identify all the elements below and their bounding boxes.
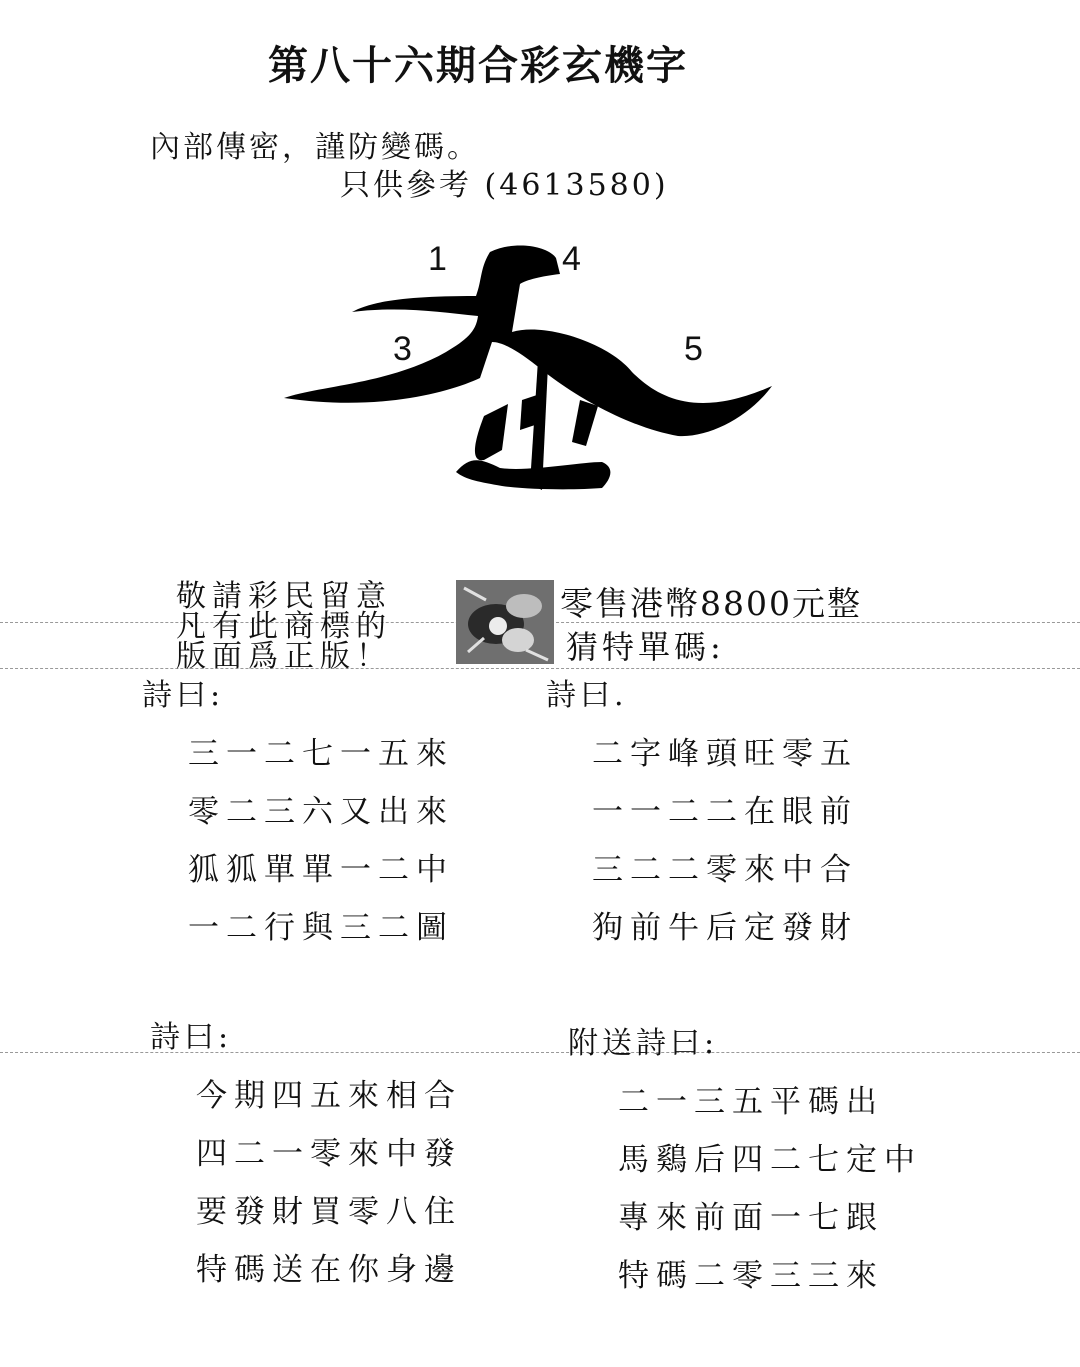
poem-line: 二一三五平碼出 — [618, 1084, 884, 1120]
poem-line: 三二二零來中合 — [592, 852, 858, 888]
number-label: 1 — [428, 240, 447, 278]
page-title: 第八十六期合彩玄機字 — [268, 42, 688, 89]
reference-note: 只供參考 (4613580) — [340, 168, 669, 203]
poem-line: 零二三六又出來 — [188, 794, 454, 830]
number-label: 4 — [562, 240, 581, 278]
poem-line: 狐狐單單一二中 — [188, 852, 454, 888]
number-label: 5 — [684, 330, 703, 368]
trademark-note-line: 凡有此商標的 — [176, 609, 392, 644]
poem-line: 要發財買零八住 — [196, 1194, 462, 1230]
poem-heading: 附送詩曰: — [568, 1026, 719, 1061]
confidential-notice: 內部傳密，謹防變碼。 — [150, 130, 480, 165]
poem-line: 專來前面一七跟 — [618, 1200, 884, 1236]
price-label: 零售港幣8800元整 — [560, 584, 862, 623]
poem-line: 四二一零來中發 — [196, 1136, 462, 1172]
poem-line: 特碼二零三三來 — [618, 1258, 884, 1294]
poem-line: 一一二二在眼前 — [592, 794, 858, 830]
poem-line: 馬鷄后四二七定中 — [618, 1142, 922, 1178]
trademark-note-line: 敬請彩民留意 — [176, 579, 392, 614]
riddle-character-glyph — [280, 240, 780, 510]
divider-line — [0, 668, 1080, 669]
poem-heading: 詩曰: — [142, 678, 225, 713]
guess-label: 猜特單碼: — [566, 628, 725, 666]
poem-line: 今期四五來相合 — [196, 1078, 462, 1114]
trademark-stamp — [456, 580, 554, 664]
poem-line: 狗前牛后定發財 — [592, 910, 858, 946]
poem-line: 二字峰頭旺零五 — [592, 736, 858, 772]
poem-heading: 詩曰. — [546, 678, 628, 713]
poem-line: 特碼送在你身邊 — [196, 1252, 462, 1288]
trademark-note-line: 版面爲正版！ — [176, 639, 392, 674]
number-label: 3 — [393, 330, 412, 368]
poem-line: 一二行與三二圖 — [188, 910, 454, 946]
poem-line: 三一二七一五來 — [188, 736, 454, 772]
poem-heading: 詩曰: — [150, 1020, 233, 1055]
